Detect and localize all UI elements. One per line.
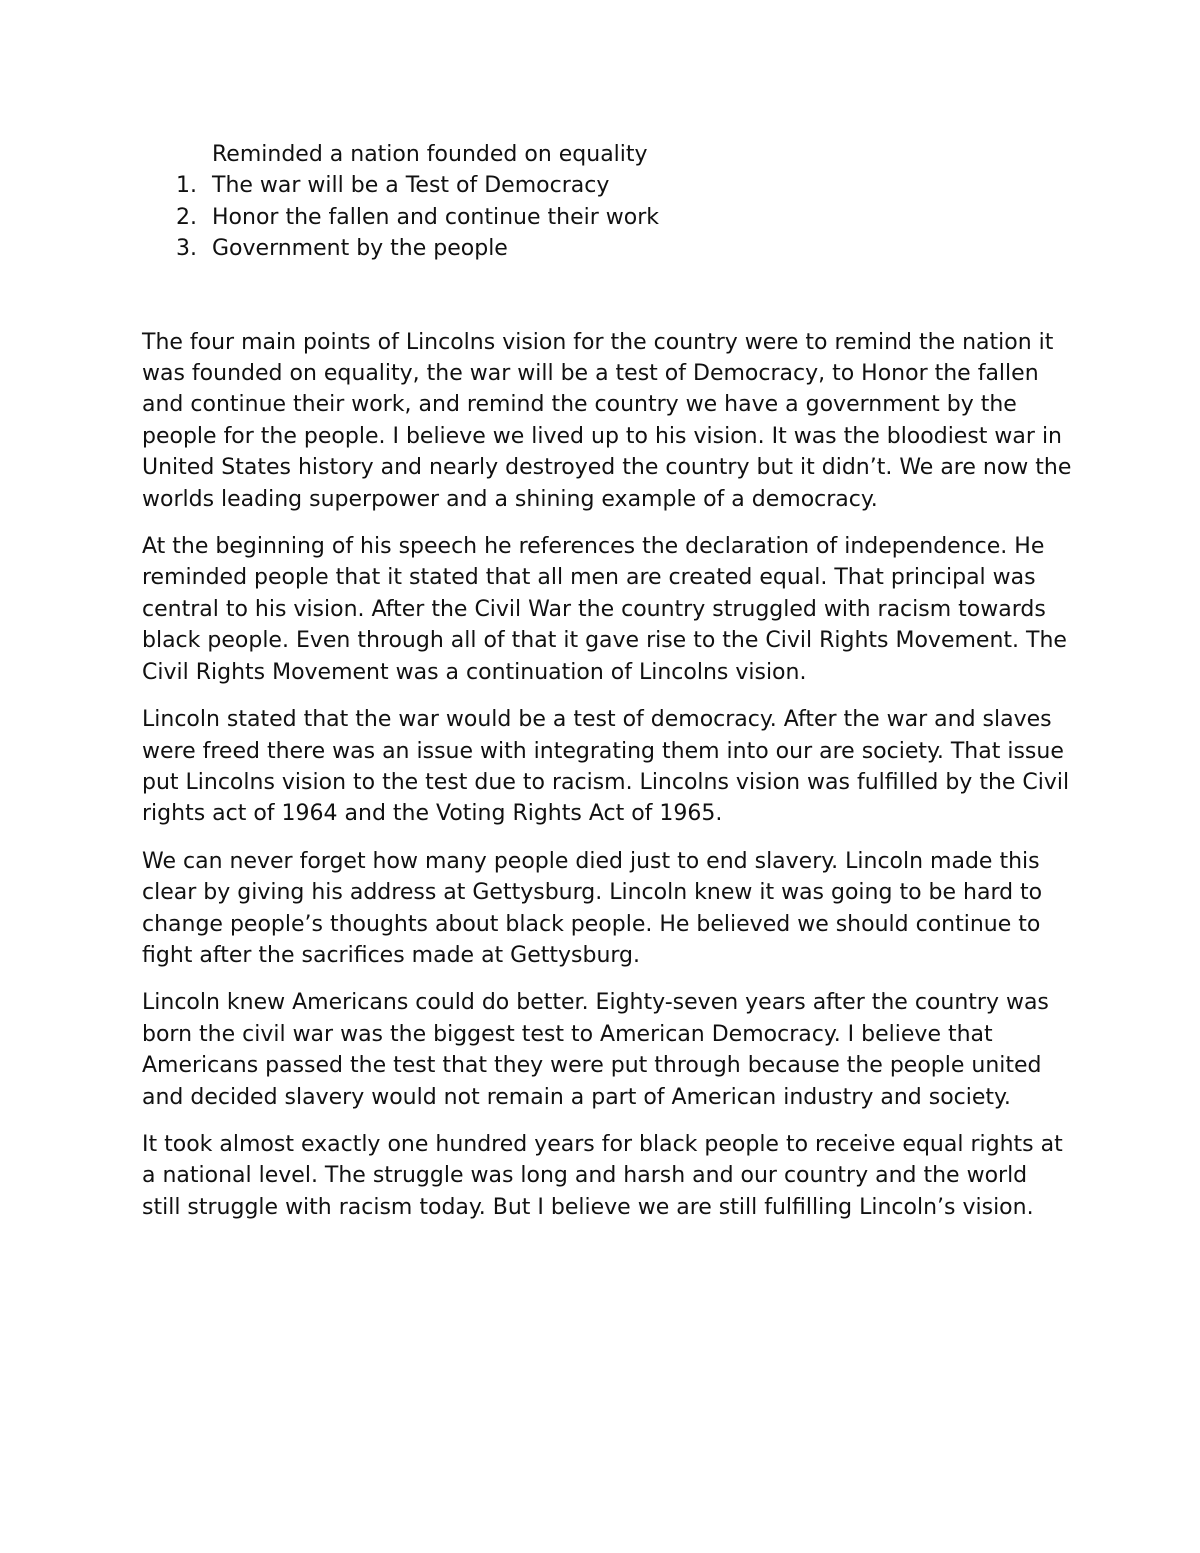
points-list [142,170,1072,264]
paragraph-declaration: At the beginning of his speech he references the declaration of independence. He reminded people that it stated that all men are created equal. That principal was central to his vision. After the Civil War the country struggled with racism towards black people. Even through all of that it gave rise to the Civil Rights Movement. The Civil Rights Movement was a continuation of Lincolns vision. [142,534,1067,685]
section-spacer [142,265,1072,327]
list-text: Government by the people [212,236,508,262]
intro-line: Reminded a nation founded on equality [212,142,648,167]
list-number: 1. [176,173,197,199]
list-text: Honor the fallen and continue their work [212,204,659,230]
paragraph-conclusion: It took almost exactly one hundred years for black people to receive equal rights at a national level. The struggle was long and harsh and our country and the world still struggle with racism today. But I believe we are still fulfilling Lincoln’s vision. [142,1131,1063,1220]
list-item [142,233,1072,264]
list-number: 3. [176,236,197,262]
list-item [142,170,1072,201]
document-body [142,139,1072,1239]
list-text: The war will be a Test of Democracy [212,173,610,199]
list-item [142,202,1072,233]
list-number: 2. [176,204,197,230]
paragraph-test-of-democracy: Lincoln stated that the war would be a test of democracy. After the war and slaves were freed there was an issue with integrating them into our are society. That issue put Lincolns vision to the test due to racism. Lincolns vision was fulfilled by the Civil rights act of 1964 and the Voting Rights Act of 1965. [142,707,1070,827]
paragraph-gettysburg: We can never forget how many people died just to end slavery. Lincoln made this clear by giving his address at Gettysburg. Lincoln knew it was going to be hard to change people’s thoughts about black people. He believed we should continue to fight after the sacrifices made at Gettysburg. [142,848,1043,968]
paragraph-vision-summary: The four main points of Lincolns vision for the country were to remind the nation it was founded on equality, the war will be a test of Democracy, to Honor the fallen and continue their work, and remind the country we have a government by the people for the people. I believe we lived up to his vision. It was the bloodiest war in United States history and nearly destroyed the country but it didn’t. We are now the worlds leading superpower and a shining example of a democracy. [142,329,1072,512]
paragraph-americans: Lincoln knew Americans could do better. Eighty-seven years after the country was born the civil war was the biggest test to American Democracy. I believe that Americans passed the test that they were put through because the people united and decided slavery would not remain a part of American industry and society. [142,990,1049,1110]
